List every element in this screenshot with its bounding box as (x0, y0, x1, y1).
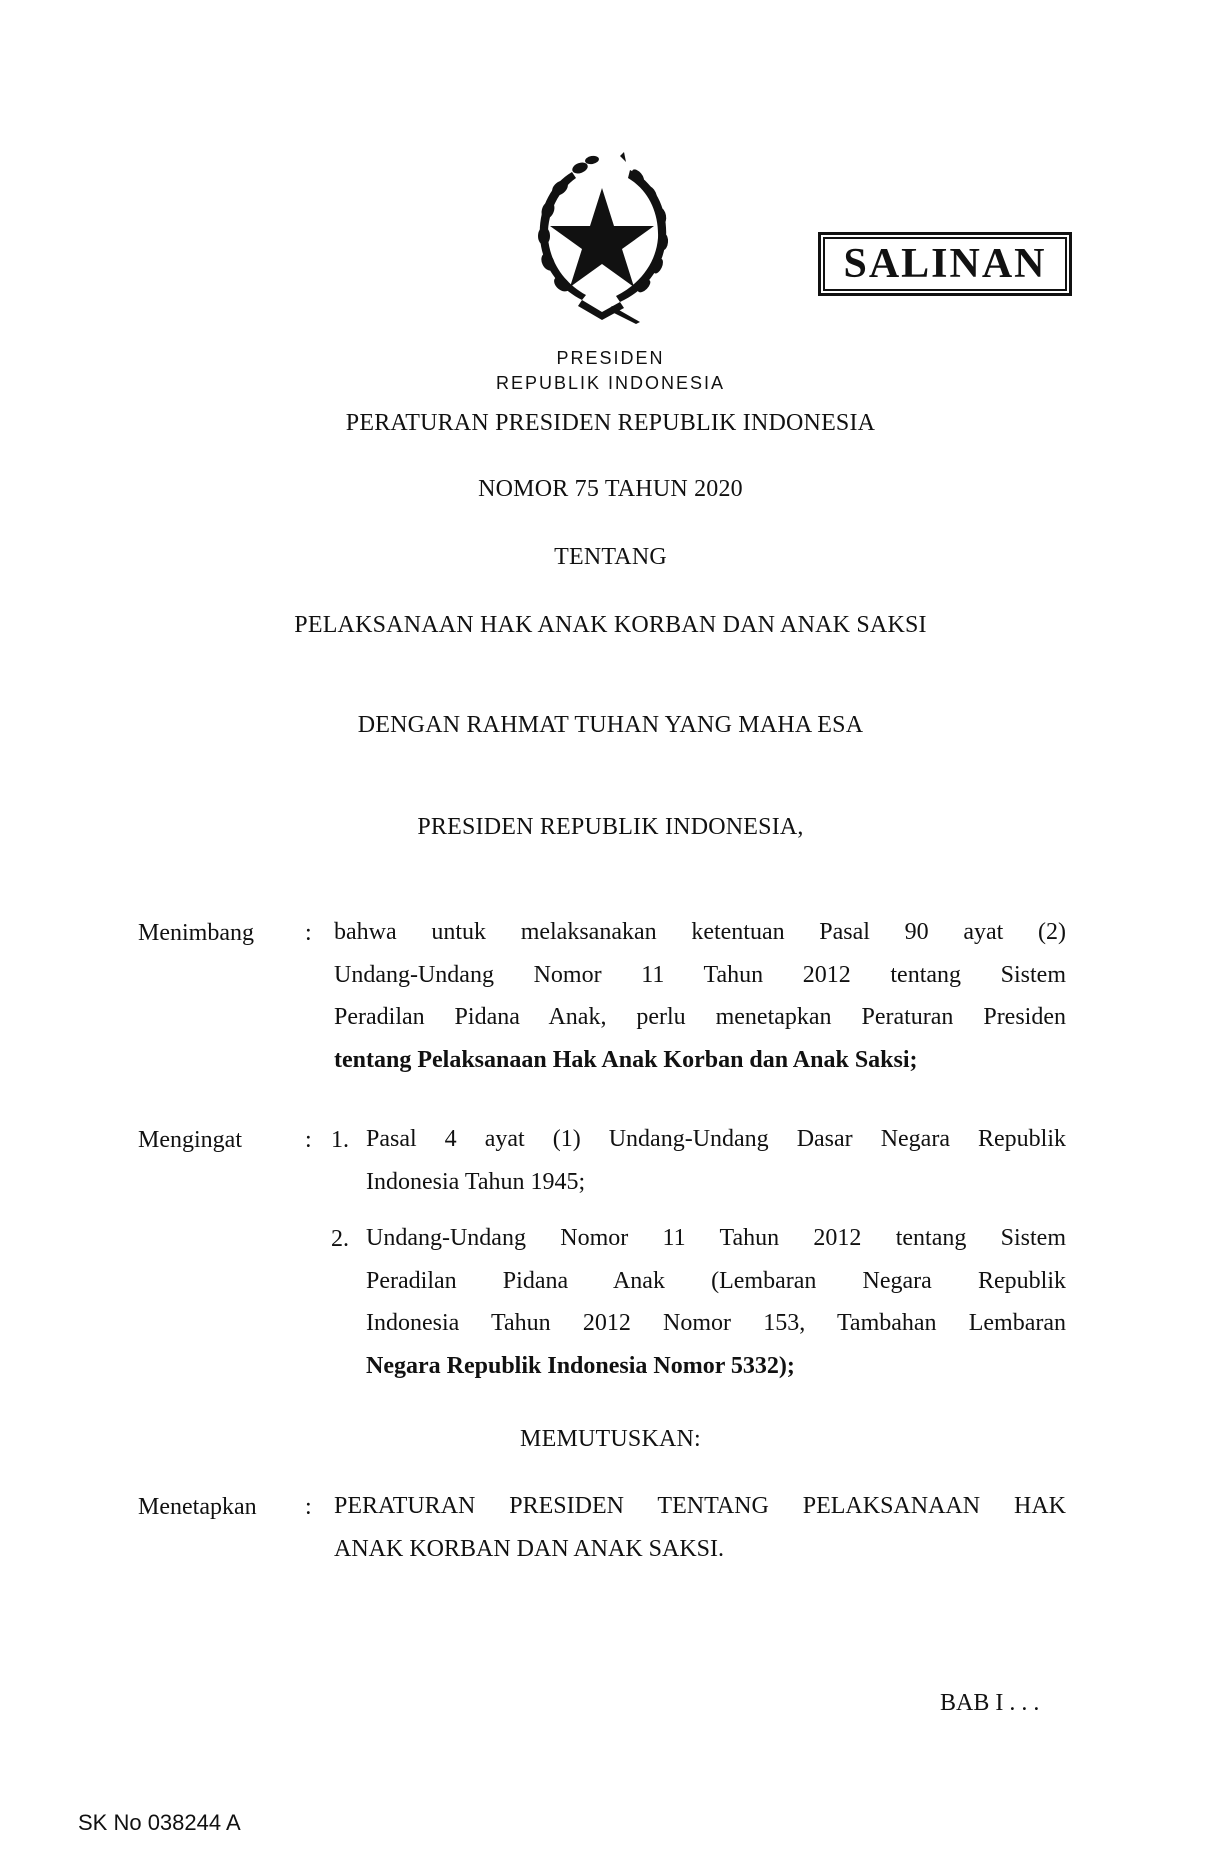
menimbang-text (334, 911, 1066, 1081)
menetapkan-line: PERATURAN PRESIDEN TENTANG PELAKSANAAN HAK (334, 1493, 1066, 1519)
memutuskan-heading: MEMUTUSKAN: (520, 1426, 701, 1452)
mengingat-line: Undang-Undang Nomor 11 Tahun 2012 tentang Sistem (366, 1225, 1066, 1251)
mengingat-line: Indonesia Tahun 2012 Nomor 153, Tambahan Lembaran (366, 1310, 1066, 1336)
menetapkan-colon: : (305, 1494, 312, 1520)
regulation-title: PERATURAN PRESIDEN REPUBLIK INDONESIA (345, 410, 876, 436)
menimbang-line: bahwa untuk melaksanakan ketentuan Pasal 90 ayat (2) (334, 919, 1066, 945)
mengingat-line: Peradilan Pidana Anak (Lembaran Negara Republik (366, 1267, 1066, 1294)
office-line-republik: REPUBLIK INDONESIA (495, 373, 726, 393)
office-line-presiden: PRESIDEN (556, 348, 665, 368)
mengingat-item-1 (366, 1118, 1066, 1203)
menimbang-label: Menimbang (138, 920, 254, 946)
garuda-star-emblem-icon (520, 150, 685, 325)
salinan-stamp: SALINAN (818, 232, 1072, 296)
menimbang-line: Peradilan Pidana Anak, perlu menetapkan Peraturan Presiden (334, 1004, 1066, 1030)
menimbang-line: tentang Pelaksanaan Hak Anak Korban dan Anak Saksi; (334, 1046, 918, 1073)
mengingat-colon: : (305, 1127, 312, 1153)
menimbang-line: Undang-Undang Nomor 11 Tahun 2012 tentang Sistem (334, 961, 1066, 988)
regulation-subject: PELAKSANAAN HAK ANAK KORBAN DAN ANAK SAKSI (294, 612, 927, 638)
mengingat-item-number: 1. (331, 1127, 349, 1153)
president-heading: PRESIDEN REPUBLIK INDONESIA, (417, 814, 804, 840)
document-serial-number: SK No 038244 A (78, 1810, 241, 1835)
regulation-number: NOMOR 75 TAHUN 2020 (478, 476, 743, 502)
mengingat-line: Indonesia Tahun 1945; (366, 1168, 586, 1195)
menetapkan-text (334, 1485, 1066, 1570)
mengingat-item-2 (366, 1217, 1066, 1387)
menetapkan-label: Menetapkan (138, 1494, 257, 1520)
invocation: DENGAN RAHMAT TUHAN YANG MAHA ESA (357, 712, 864, 738)
mengingat-item-number: 2. (331, 1226, 349, 1252)
mengingat-line: Pasal 4 ayat (1) Undang-Undang Dasar Negara Republik (366, 1126, 1066, 1152)
menimbang-colon: : (305, 920, 312, 946)
menetapkan-line: ANAK KORBAN DAN ANAK SAKSI. (334, 1535, 725, 1562)
tentang-heading: TENTANG (554, 544, 667, 570)
mengingat-line: Negara Republik Indonesia Nomor 5332); (366, 1352, 795, 1379)
mengingat-label: Mengingat (138, 1127, 242, 1153)
next-page-catchword: BAB I . . . (940, 1690, 1040, 1716)
